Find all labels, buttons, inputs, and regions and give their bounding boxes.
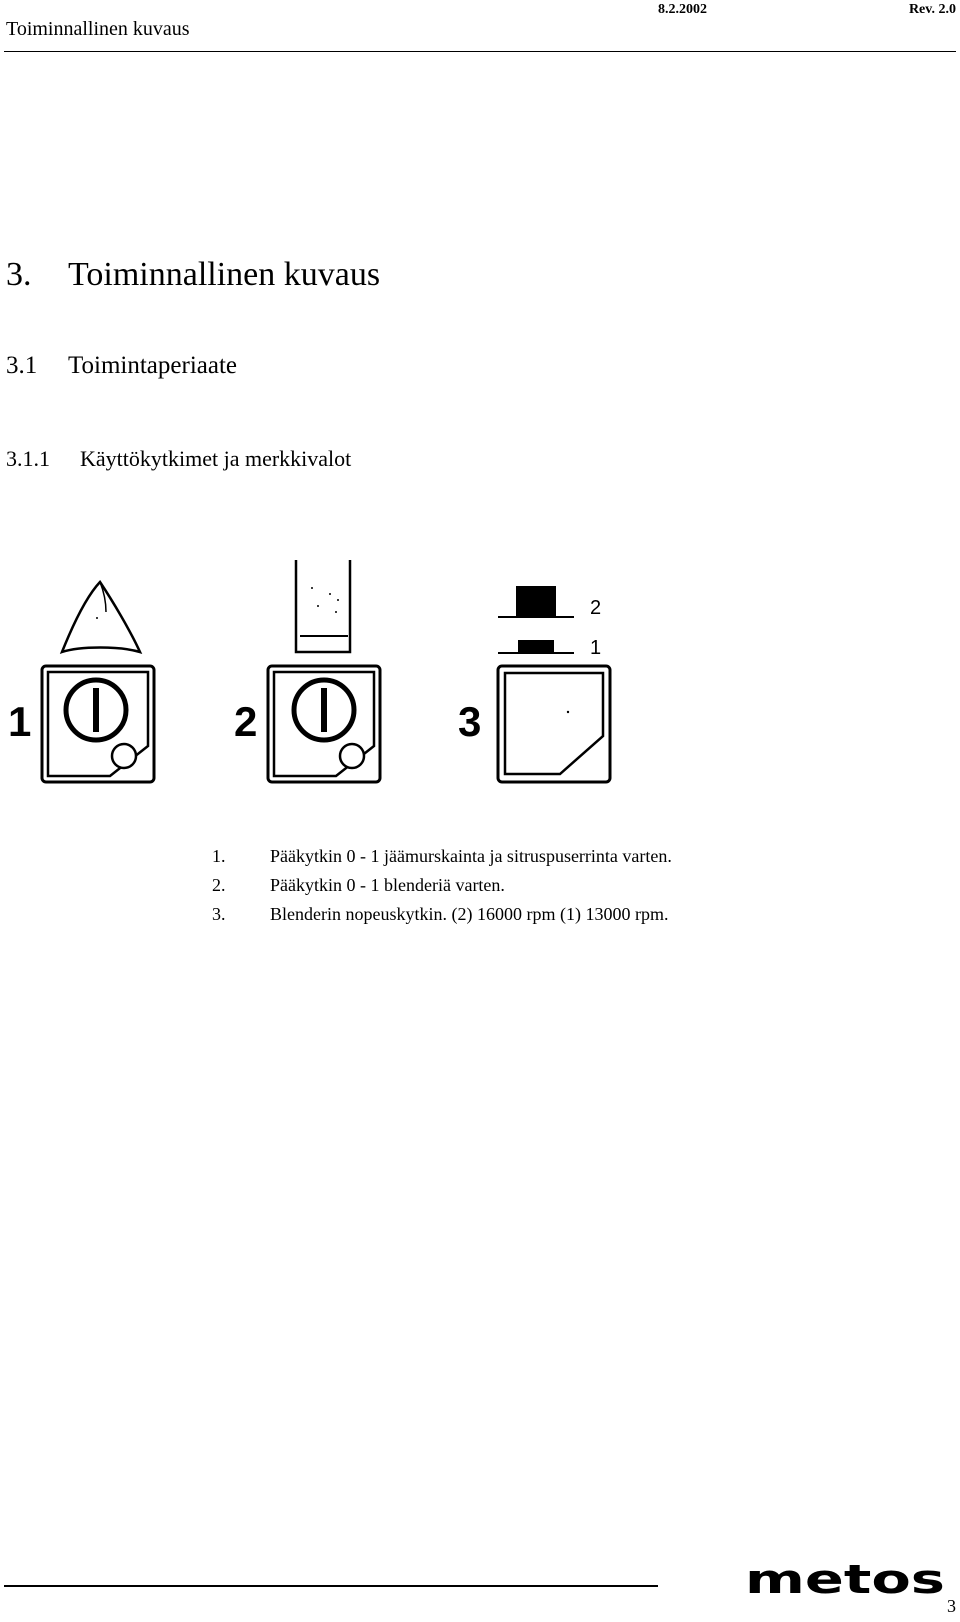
subsubsection-heading <box>6 446 351 472</box>
header-divider <box>4 51 956 52</box>
switch-label-2: 2 <box>234 698 258 745</box>
figure-captions <box>212 842 672 929</box>
section-number: 3. <box>6 256 32 293</box>
speed-label-2: 2 <box>590 597 602 619</box>
subsubsection-number: 3.1.1 <box>6 446 50 471</box>
caption-number: 2. <box>212 875 226 895</box>
footer-divider <box>4 1585 658 1587</box>
switch-1 <box>42 666 154 782</box>
caption-number: 3. <box>212 904 226 924</box>
switch-2 <box>268 666 380 782</box>
speed-label-1: 1 <box>590 637 602 659</box>
logo-text: metos <box>745 1565 945 1599</box>
caption-item <box>212 842 672 871</box>
header-revision: Rev. 2.0 <box>908 2 956 17</box>
caption-text: Pääkytkin 0 - 1 blenderiä varten. <box>270 875 505 895</box>
switch-3 <box>498 666 610 782</box>
metos-logo <box>745 1565 947 1599</box>
switch-label-1: 1 <box>8 698 32 745</box>
section-title: Toiminnallinen kuvaus <box>68 256 381 293</box>
switch-panel-figure <box>0 560 660 820</box>
subsection-title: Toimintaperiaate <box>68 352 238 379</box>
speed-low-icon <box>498 640 574 653</box>
header-title: Toiminnallinen kuvaus <box>6 18 190 40</box>
subsubsection-title: Käyttökytkimet ja merkkivalot <box>80 446 352 471</box>
subsection-number: 3.1 <box>6 352 38 379</box>
subsection-heading <box>6 352 237 380</box>
caption-text: Pääkytkin 0 - 1 jäämurskainta ja sitruspuserrinta varten. <box>270 846 672 866</box>
caption-item <box>212 871 672 900</box>
speed-high-icon <box>498 586 574 618</box>
caption-number: 1. <box>212 846 226 866</box>
blender-icon <box>296 560 350 652</box>
header-date: 8.2.2002 <box>658 2 707 17</box>
caption-item <box>212 900 672 929</box>
switch-label-3: 3 <box>458 698 482 745</box>
citrus-press-icon <box>62 582 140 652</box>
page-number: 3 <box>947 1596 956 1616</box>
caption-text: Blenderin nopeuskytkin. (2) 16000 rpm (1) 13000 rpm. <box>270 904 669 924</box>
section-heading <box>6 256 380 294</box>
